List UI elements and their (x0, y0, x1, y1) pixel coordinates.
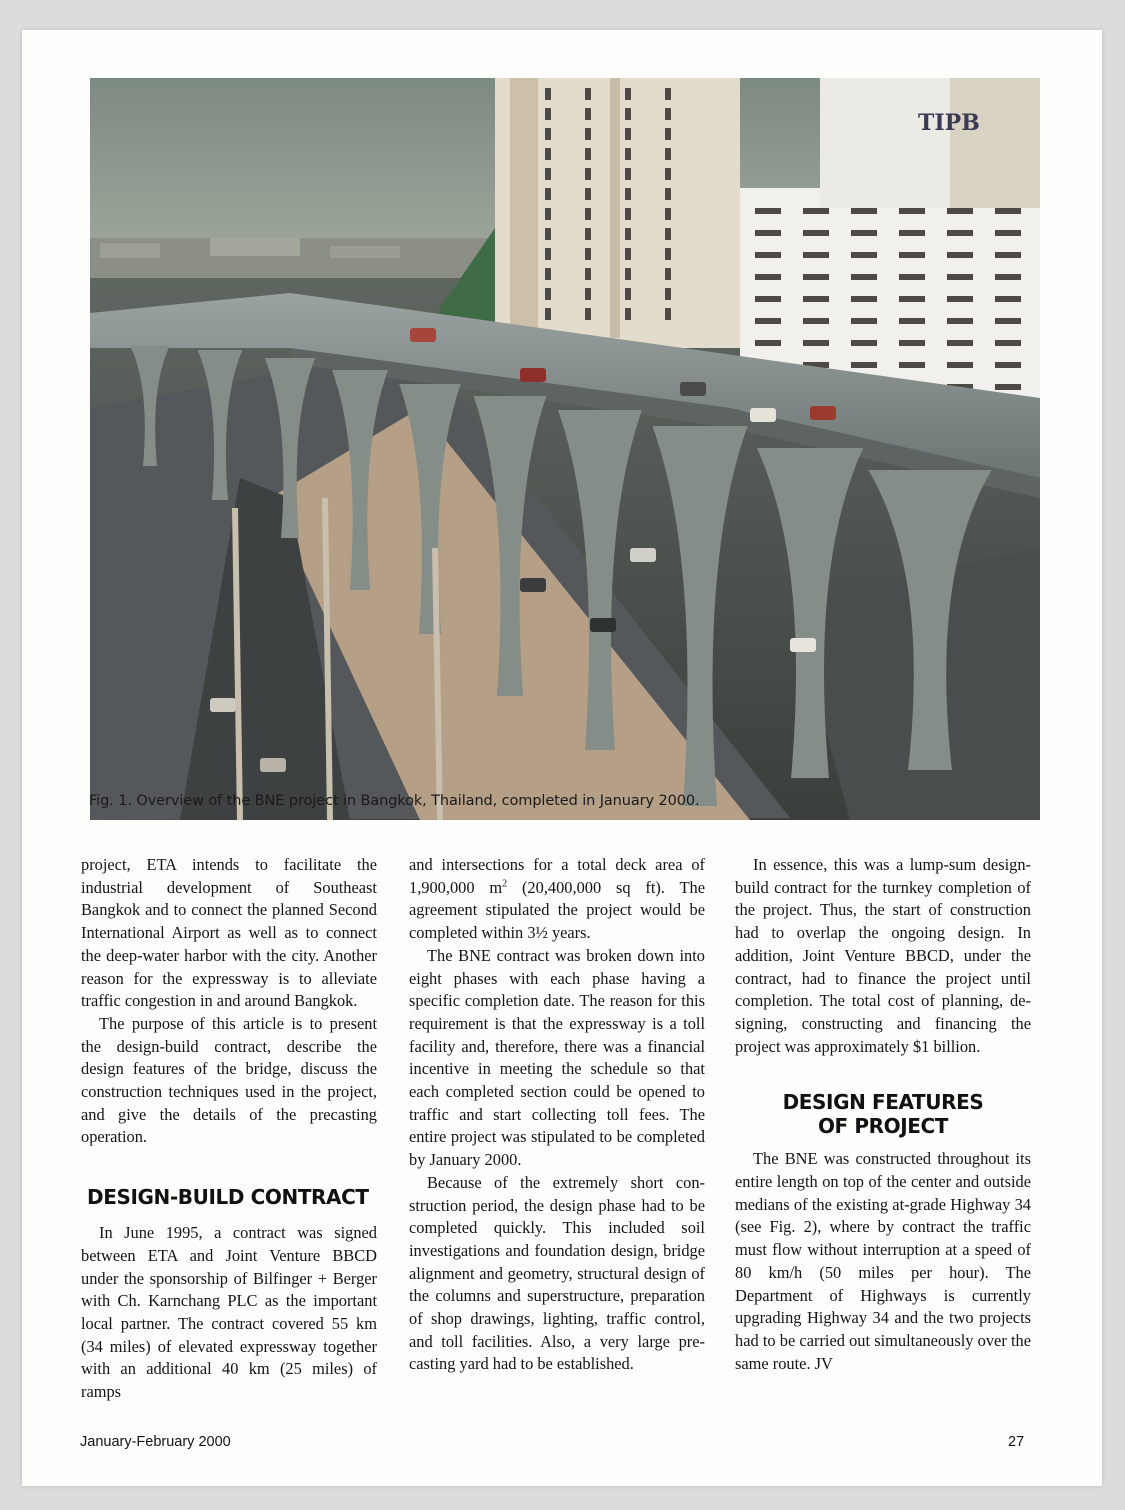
building-window (625, 208, 631, 220)
building-window (755, 296, 781, 302)
building-window (995, 296, 1021, 302)
building-window (755, 252, 781, 258)
building-window (899, 208, 925, 214)
building-window (899, 296, 925, 302)
paragraph: In June 1995, a contract was signed between ETA and Joint Venture BBCD under the sponsorship of Bilfinger + Berger with Ch. Karnchang PLC as the important local partner. The contract covered 55 km (34 miles) of elevated expressway together with an additional 40 km (25 miles) of ramps (81, 1223, 377, 1402)
building-window (545, 168, 551, 180)
column-1 (81, 854, 377, 1404)
column-2 (409, 854, 705, 1376)
building-window (545, 188, 551, 200)
building-window (665, 148, 671, 160)
vehicle (810, 406, 836, 420)
footer-issue: January-February 2000 (80, 1434, 231, 1450)
building-window (995, 384, 1021, 390)
figure-photo (90, 78, 1040, 820)
building-window (625, 188, 631, 200)
building-window (625, 288, 631, 300)
superscript: 2 (502, 878, 508, 890)
building-window (755, 318, 781, 324)
building-window (899, 362, 925, 368)
building-window (755, 230, 781, 236)
paragraph: The purpose of this article is to present the design-build contract, describe the design features of the bridge, discuss the construction techniques used in the project, and give the details of the precasting operation. (81, 1013, 377, 1147)
building-window (585, 88, 591, 100)
building-window (665, 168, 671, 180)
building-window (665, 88, 671, 100)
building-window (995, 252, 1021, 258)
building-window (947, 230, 973, 236)
building-window (899, 318, 925, 324)
section-heading-design-build: DESIGN-BUILD CONTRACT (87, 1185, 369, 1210)
heading-line: OF PROJECT (817, 1114, 949, 1139)
building-window (947, 252, 973, 258)
building-window (665, 188, 671, 200)
building-window (545, 308, 551, 320)
building-window (625, 128, 631, 140)
vehicle (520, 578, 546, 592)
building-window (947, 318, 973, 324)
building-window (665, 228, 671, 240)
building-window (625, 108, 631, 120)
paragraph (409, 854, 705, 945)
building-window (947, 296, 973, 302)
building-window (665, 108, 671, 120)
building-window (803, 274, 829, 280)
building-sign: TIPB (918, 110, 980, 136)
heading-line: DESIGN FEATURES (782, 1090, 984, 1115)
building-window (851, 252, 877, 258)
building-window (665, 128, 671, 140)
building-window (899, 340, 925, 346)
building-window (585, 108, 591, 120)
vehicle (260, 758, 286, 772)
building-window (947, 274, 973, 280)
building-window (755, 340, 781, 346)
building-window (803, 340, 829, 346)
page-number: 27 (1008, 1434, 1025, 1450)
building-window (545, 88, 551, 100)
building-window (625, 268, 631, 280)
building-window (947, 340, 973, 346)
building-window (625, 168, 631, 180)
paragraph: Because of the extremely short construction period, the design phase had to be completed quickly. This included soil investigations and foundation design, bridge alignment and geometry, structural design of the columns and superstructure, preparation of shop drawings, lighting, traffic control, and toll facilities. Also, a very large precasting yard had to be established. (409, 1172, 705, 1374)
building-window (803, 252, 829, 258)
building-window (665, 248, 671, 260)
building-window (585, 268, 591, 280)
building-window (995, 340, 1021, 346)
building-window (585, 248, 591, 260)
building-window (665, 308, 671, 320)
figure-caption: Fig. 1. Overview of the BNE project in Bangkok, Thailand, completed in January 2000. (89, 793, 700, 809)
building-window (851, 208, 877, 214)
building-window (947, 362, 973, 368)
section-heading-design-features (735, 1090, 1031, 1138)
building-window (995, 208, 1021, 214)
building-window (625, 88, 631, 100)
vehicle (750, 408, 776, 422)
building-window (625, 228, 631, 240)
building-window (803, 318, 829, 324)
building-window (625, 248, 631, 260)
building-window (545, 128, 551, 140)
building-window (585, 208, 591, 220)
building-window (851, 362, 877, 368)
building-window (803, 296, 829, 302)
building-window (665, 288, 671, 300)
building-window (899, 230, 925, 236)
building-window (585, 128, 591, 140)
vehicle (520, 368, 546, 382)
vehicle (590, 618, 616, 632)
text-span: and intersections for a total deck area of 1,900,000 m (409, 855, 705, 897)
building-window (545, 268, 551, 280)
building-window (995, 274, 1021, 280)
paragraph: The BNE was constructed throughout its entire length on top of the center and outside medians of the existing at-grade Highway 34 (see Fig. 2), where by contract the traffic must flow without interruption at a speed of 80 km/h (50 miles per hour). The Department of Highways is currently upgrading Highway 34 and the two projects had to be carried out simultaneously over the same route. JV (735, 1149, 1031, 1373)
building-window (585, 308, 591, 320)
building-window (755, 208, 781, 214)
building-window (585, 228, 591, 240)
vehicle (210, 698, 236, 712)
building-window (585, 148, 591, 160)
vehicle (410, 328, 436, 342)
building-window (545, 208, 551, 220)
building-window (851, 230, 877, 236)
building-window (851, 274, 877, 280)
building-window (851, 318, 877, 324)
building-window (545, 288, 551, 300)
building-window (803, 208, 829, 214)
building-window (545, 228, 551, 240)
building-window (625, 308, 631, 320)
building-window (585, 188, 591, 200)
building-window (995, 318, 1021, 324)
bangkok-expressway-photo (90, 78, 1040, 820)
building-window (585, 168, 591, 180)
paragraph: The BNE contract was broken down into eight phases with each phase having a specific completion date. The reason for this requirement is that the expressway is a toll facility and, therefore, there was a financial incentive in meeting the schedule so that each completed section could be opened to traffic and start collecting toll fees. The entire project was stipulated to be completed by January 2000. (409, 945, 705, 1170)
vehicle (790, 638, 816, 652)
building-window (803, 230, 829, 236)
building-window (665, 268, 671, 280)
building-window (665, 208, 671, 220)
page (22, 30, 1102, 1486)
paragraph: project, ETA intends to facilitate the industrial development of Southeast Bangkok and to connect the planned Second International Airport as well as to connect the deep-water harbor with the city. Another reason for the expressway is to alleviate traffic congestion in and around Bangkok. (81, 855, 377, 1011)
building-window (851, 340, 877, 346)
building-window (899, 252, 925, 258)
building-window (851, 296, 877, 302)
building-window (625, 148, 631, 160)
building-window (995, 230, 1021, 236)
building-window (545, 248, 551, 260)
vehicle (680, 382, 706, 396)
building-window (545, 108, 551, 120)
building-window (585, 288, 591, 300)
building-window (899, 274, 925, 280)
building-window (755, 274, 781, 280)
building-window (995, 362, 1021, 368)
building-window (947, 208, 973, 214)
vehicle (630, 548, 656, 562)
building-window (545, 148, 551, 160)
paragraph: In essence, this was a lump-sum design-build contract for the turnkey completion of the project. Thus, the start of construction had to overlap the ongoing design. In addition, Joint Venture BBCD, under the contract, had to finance the project until completion. The total cost of planning, designing, constructing and financing the project was approximately $1 billion. (735, 855, 1031, 1056)
column-3 (735, 854, 1031, 1375)
text-span: (20,400,000 sq ft). The agreement stipulated the project would be completed within 3½ years. (409, 877, 705, 943)
